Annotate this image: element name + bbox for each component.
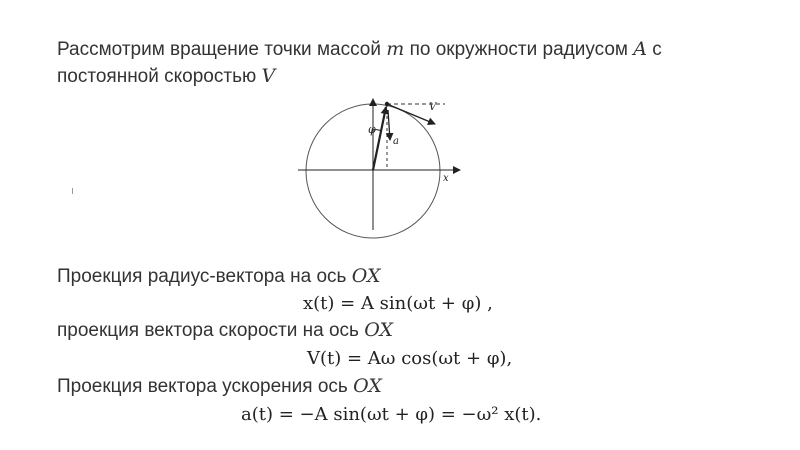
mass-variable: m [386,38,405,60]
intro-paragraph [57,36,757,90]
stray-mark [72,188,73,194]
ox-axis-name: OX [364,319,393,341]
intro-text-1: Рассмотрим вращение точки массой [57,39,387,60]
section2-label: проекция вектора скорости на ось OX [57,319,393,341]
rotation-diagram [295,96,465,256]
radius-variable: A [633,38,647,60]
ox-axis-name: OX [353,375,382,397]
velocity-label: V [429,102,437,113]
acceleration-formula: a(t) = −A sin(ωt + φ) = −ω² x(t). [241,404,542,425]
ox-axis-name: OX [351,265,381,287]
position-formula: x(t) = A sin(ωt + φ) , [303,293,493,314]
velocity-vector [387,104,435,124]
point-mass [385,102,389,106]
angle-label: φ [368,123,376,136]
radius-vector [373,107,386,170]
section1-label: Проекция радиус-вектора на ось OX [57,265,381,287]
intro-text-3: с [647,39,662,60]
x-axis-label: x [443,173,449,184]
velocity-variable: V [261,65,276,87]
acceleration-label: a [393,136,399,147]
section3-label: Проекция вектора ускорения ось OX [57,375,382,397]
velocity-formula: V(t) = Aω cos(ωt + φ), [307,348,513,369]
intro-text-4: постоянной скоростью [57,66,262,87]
acceleration-vector [388,110,390,140]
intro-text-2: по окружности радиусом [404,39,634,60]
